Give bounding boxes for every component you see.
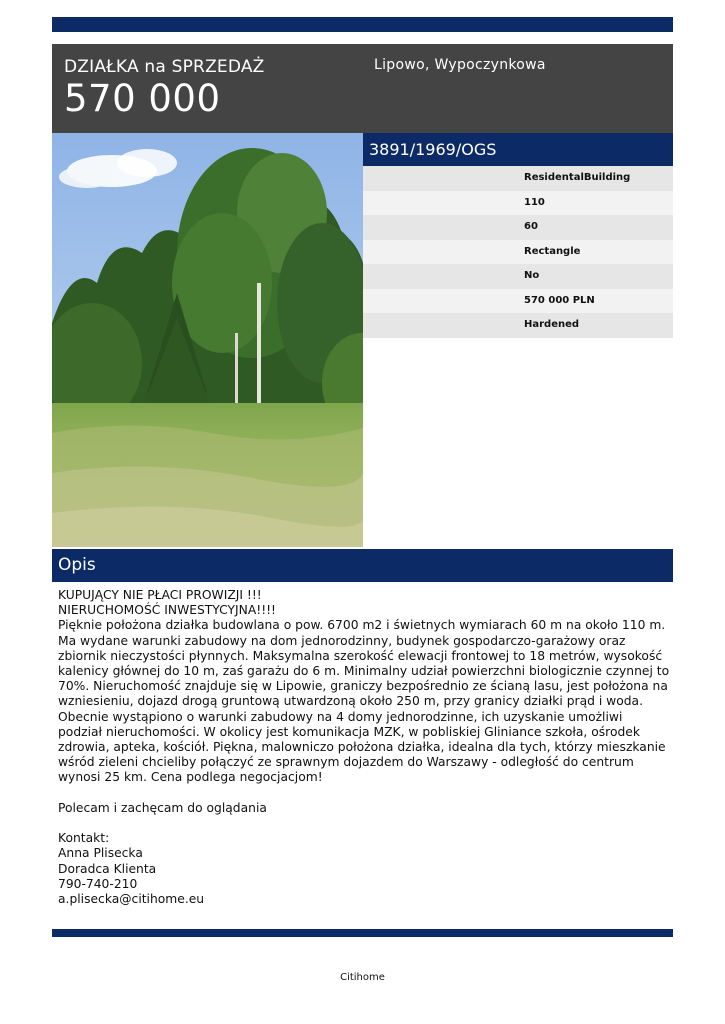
- description-closing: Polecam i zachęcam do oglądania: [58, 800, 267, 815]
- contact-label: Kontakt:: [58, 831, 110, 846]
- detail-value: Hardened: [363, 313, 673, 338]
- footer-brand: Citihome: [340, 972, 385, 983]
- offer-reference: 3891/1969/OGS: [363, 133, 673, 166]
- property-photo: [52, 133, 363, 547]
- offer-details-table: [363, 166, 673, 338]
- detail-value: Rectangle: [363, 240, 673, 265]
- detail-value: No: [363, 264, 673, 289]
- detail-value: 570 000 PLN: [363, 289, 673, 314]
- description-line: KUPUJĄCY NIE PŁACI PROWIZJI !!!: [58, 588, 262, 602]
- contact-role: Doradca Klienta: [58, 861, 157, 876]
- listing-price: 570 000: [64, 77, 221, 120]
- description-body: Pięknie położona działka budowlana o pow. 6700 m2 i świetnych wymiarach 60 m na około 110 m. Ma wydane warunki zabudowy na dom jednorodzinny, budynek gospodarczo-garażowy oraz zbiornik nieczystości płynnych. Maksymalna szerokość elewacji frontowej to 18 metrów, wysokość kalenicy głównej do 10 m, zaś garażu do 6 m. Minimalny udział powierzchni biologicznie czynnej to 70%. Nieruchomość znajduje się w Lipowie, graniczy bezpośrednio ze ścianą lasu, jest położona na wzniesieniu, dojazd drogą gruntową utwardzoną około 250 m, przy granicy działki prąd i woda. Obecnie wystąpiono o warunki zabudowy na 4 domy jednorodzinne, ich uzyskanie umożliwi podział nieruchomości. W okolicy jest komunikacja MZK, w pobliskiej Gliniance szkoła, ośrodek zdrowia, apteka, kościół. Piękna, malowniczo położona działka, idealna dla tych, którzy mieszkanie wśród zieleni chcieliby połączyć ze sprawnym dojazdem do Warszawy - odległość do centrum wynosi 25 km. Cena podlega negocjacjom!: [58, 618, 670, 785]
- listing-type: DZIAŁKA na SPRZEDAŻ: [64, 57, 265, 77]
- detail-value: 110: [363, 191, 673, 216]
- description-heading: Opis: [52, 549, 673, 582]
- detail-value: ResidentalBuilding: [363, 166, 673, 191]
- description-text: [58, 588, 670, 907]
- contact-phone: 790-740-210: [58, 876, 138, 891]
- listing-location: Lipowo, Wypoczynkowa: [374, 57, 546, 73]
- contact-name: Anna Plisecka: [58, 846, 143, 861]
- detail-value: 60: [363, 215, 673, 240]
- description-line: NIERUCHOMOŚĆ INWESTYCYJNA!!!!: [58, 603, 276, 618]
- listing-header: [52, 44, 673, 133]
- top-accent-bar: [52, 17, 673, 32]
- bottom-accent-bar: [52, 929, 673, 937]
- contact-email: a.plisecka@citihome.eu: [58, 892, 205, 907]
